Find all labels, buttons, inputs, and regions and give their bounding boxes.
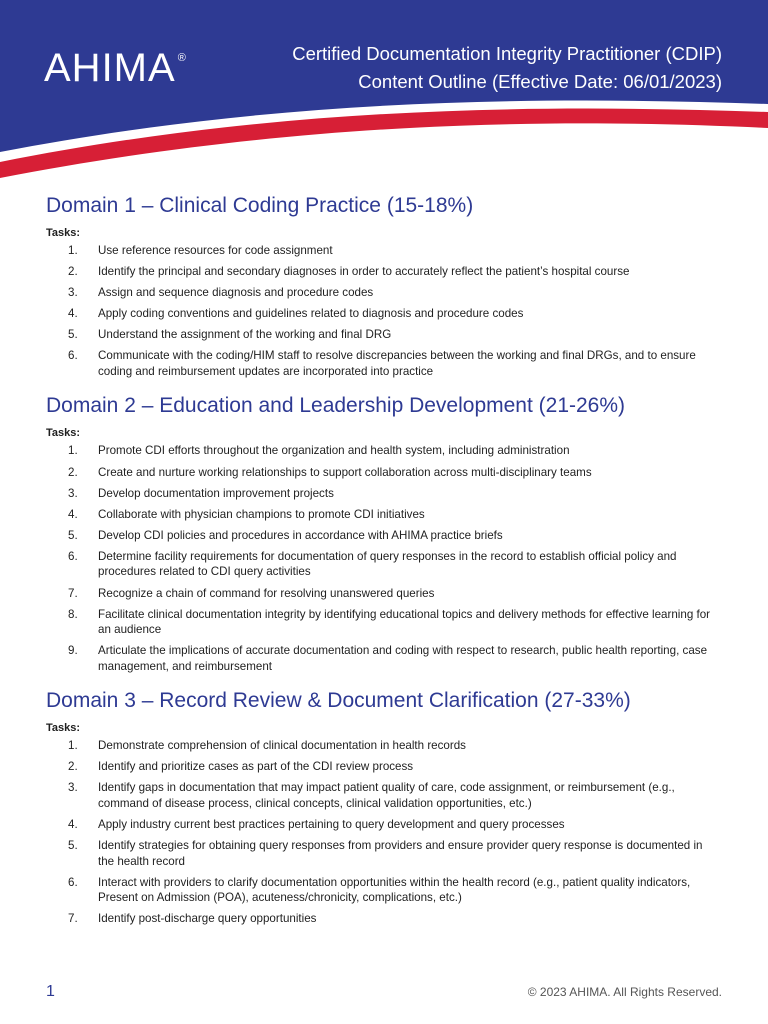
task-number: 3. [68, 781, 78, 795]
ahima-logo [44, 46, 187, 91]
task-number: 3. [68, 486, 78, 500]
copyright-notice: © 2023 AHIMA. All Rights Reserved. [527, 985, 722, 999]
domain-section [46, 193, 726, 379]
task-text: Communicate with the coding/HIM staff to resolve discrepancies between the working and final DRGs, and to ensure coding and reimbursement updates are incorporated into practice [98, 349, 696, 378]
domain-section [46, 393, 726, 674]
task-item [46, 911, 726, 927]
task-item [46, 348, 726, 379]
task-number: 5. [68, 839, 78, 853]
task-text: Collaborate with physician champions to promote CDI initiatives [98, 507, 425, 521]
task-item [46, 586, 726, 602]
task-number: 7. [68, 586, 78, 600]
task-item [46, 528, 726, 544]
page-header [0, 0, 768, 190]
task-number: 6. [68, 349, 78, 363]
tasks-label: Tasks: [46, 227, 81, 239]
task-text: Identify the principal and secondary diagnoses in order to accurately reflect the patient’s hospital course [98, 265, 630, 279]
document-title-line-2: Content Outline (Effective Date: 06/01/2023) [358, 71, 722, 92]
task-text: Determine facility requirements for documentation of query responses in the record to establish official policy and procedures related to CDI query activities [98, 549, 677, 579]
task-item [46, 738, 726, 754]
task-list [46, 738, 726, 927]
task-list [46, 243, 726, 379]
task-number: 9. [68, 644, 78, 658]
task-number: 1. [68, 444, 78, 458]
task-text: Understand the assignment of the working and final DRG [98, 328, 392, 342]
task-number: 2. [68, 760, 78, 774]
task-text: Identify strategies for obtaining query responses from providers and ensure provider query response is documented in the health record [98, 839, 703, 868]
task-number: 5. [68, 328, 78, 342]
task-number: 4. [68, 818, 78, 831]
document-title-line-1: Certified Documentation Integrity Practitioner (CDIP) [292, 43, 722, 64]
task-text: Interact with providers to clarify documentation opportunities within the health record (e.g., patient quality indicators, Present on Admission (POA), acuteness/chronicity, complications, etc.) [98, 875, 691, 905]
task-item [46, 285, 726, 301]
task-item [46, 443, 726, 459]
task-text: Facilitate clinical documentation integrity by identifying educational topics and delivery methods for effective learning for an audience [98, 607, 711, 637]
task-item [46, 759, 726, 775]
task-text: Develop documentation improvement projects [98, 486, 334, 500]
task-text: Create and nurture working relationships to support collaboration across multi-disciplinary teams [98, 465, 592, 479]
task-item [46, 465, 726, 481]
task-item [46, 780, 726, 811]
task-text: Apply coding conventions and guidelines related to diagnosis and procedure codes [98, 307, 524, 321]
task-number: 6. [68, 875, 78, 889]
domain-section [46, 688, 726, 927]
task-item [46, 643, 726, 674]
task-text: Develop CDI policies and procedures in accordance with AHIMA practice briefs [98, 528, 503, 542]
task-item [46, 607, 726, 638]
task-item [46, 486, 726, 502]
domain-heading: Domain 3 – Record Review & Document Clarification (27-33%) [46, 689, 631, 713]
task-number: 5. [68, 528, 78, 542]
task-text: Articulate the implications of accurate documentation and coding with respect to research, public health reporting, case management, and reimbursement [98, 644, 708, 673]
task-text: Identify post-discharge query opportunities [98, 912, 317, 926]
task-text: Identify and prioritize cases as part of the CDI review process [98, 760, 414, 774]
task-number: 7. [68, 912, 78, 926]
task-item [46, 549, 726, 580]
task-number: 3. [68, 286, 78, 300]
domain-heading: Domain 2 – Education and Leadership Development (21-26%) [46, 394, 626, 418]
task-item [46, 875, 726, 906]
task-number: 6. [68, 549, 78, 563]
task-text: Demonstrate comprehension of clinical documentation in health records [98, 739, 466, 753]
tasks-label: Tasks: [46, 722, 81, 735]
task-number: 1. [68, 244, 78, 257]
tasks-label: Tasks: [46, 427, 81, 440]
logo-text: AHIMA [44, 46, 176, 90]
registered-mark: ® [177, 52, 187, 64]
task-number: 2. [68, 465, 78, 479]
task-item [46, 507, 726, 523]
task-text: Use reference resources for code assignment [98, 244, 333, 257]
task-item [46, 264, 726, 280]
task-number: 4. [68, 307, 78, 321]
task-number: 4. [68, 507, 78, 521]
task-list [46, 443, 726, 674]
task-text: Recognize a chain of command for resolving unanswered queries [98, 586, 435, 600]
document-title [292, 40, 722, 96]
domain-heading: Domain 1 – Clinical Coding Practice (15-18%) [46, 194, 474, 217]
page-number: 1 [46, 983, 55, 1000]
task-number: 1. [68, 739, 78, 753]
task-text: Promote CDI efforts throughout the organization and health system, including administration [98, 444, 570, 458]
task-item [46, 838, 726, 869]
task-text: Apply industry current best practices pertaining to query development and query processes [98, 818, 565, 831]
task-text: Assign and sequence diagnosis and procedure codes [98, 286, 374, 300]
task-item [46, 817, 726, 833]
task-number: 2. [68, 265, 78, 279]
task-item [46, 243, 726, 259]
task-text: Identify gaps in documentation that may impact patient quality of care, code assignment, or reimbursement (e.g., command of disease process, clinical concepts, clinical validation opportunities, etc.) [98, 781, 675, 810]
task-item [46, 306, 726, 322]
task-number: 8. [68, 607, 78, 621]
task-item [46, 327, 726, 343]
content-outline [46, 190, 726, 932]
